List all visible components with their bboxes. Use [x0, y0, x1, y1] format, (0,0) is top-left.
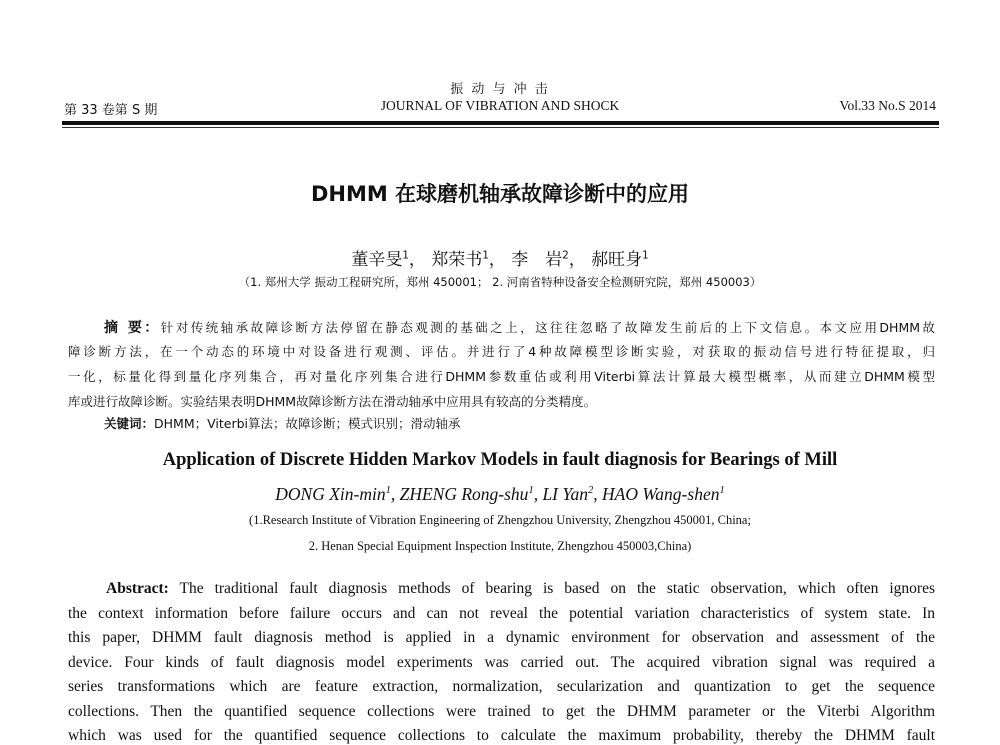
author: 董辛旻: [351, 250, 403, 270]
author-aff: 1: [642, 250, 649, 262]
affiliation-en-1: (1.Research Institute of Vibration Engineering of Zhengzhou University, Zhengzhou 450001, China;: [249, 513, 751, 527]
volume-info: Vol.33 No.S 2014: [839, 98, 936, 113]
author: DONG Xin-min: [275, 484, 386, 504]
paper-title-cn: DHMM 在球磨机轴承故障诊断中的应用: [310, 182, 690, 206]
abstract-cn-line: [104, 317, 935, 337]
author-aff: 1: [528, 485, 534, 497]
abstract-en-label: Abstract:: [106, 580, 169, 597]
author-aff: 1: [482, 250, 489, 262]
keywords-cn: [104, 414, 461, 432]
paper-title-en: Application of Discrete Hidden Markov Models in fault diagnosis for Bearings of Mill: [162, 450, 838, 470]
header-rule: [62, 121, 939, 125]
abstract-en-line: this paper, DHMM fault diagnosis method is applied in a dynamic environment for observation and assessment of the: [68, 629, 935, 646]
authors-en: DONG Xin-$\min^1$, ZHENG Rong-shu$^1$, LI Yan$^2$, HAO Wang-shen$^1$: [275, 484, 725, 504]
abstract-en-line: collections. Then the quantified sequence collections were trained to get the DHMM parameter or the Viterbi Algorithm: [68, 702, 935, 720]
abstract-en-line: device. Four kinds of fault diagnosis model experiments was carried out. The acquired vibration signal was required a: [68, 653, 935, 671]
author: ZHENG Rong-shu: [399, 484, 529, 504]
abstract-cn-label: 摘 要：: [104, 320, 161, 336]
abstract-en-text: The traditional fault diagnosis methods of bearing is based on the static observation, which often ignores: [168, 580, 935, 597]
author: 李 岩: [511, 250, 563, 270]
journal-name-cn: 振 动 与 冲 击: [450, 82, 550, 97]
author-aff: 2: [562, 250, 569, 262]
abstract-cn-line: 库或进行故障诊断。实验结果表明DHMM故障诊断方法在滑动轴承中应用具有较高的分类精度。: [68, 394, 597, 409]
author-aff: 1: [385, 485, 391, 497]
affiliation-en-2: 2. Henan Special Equipment Inspection Institute, Zhengzhou 450003,China): [308, 539, 692, 553]
author: LI Yan: [542, 484, 588, 504]
affiliation-cn: （1. 郑州大学 振动工程研究所，郑州 450001； 2. 河南省特种设备安全检测研究院，郑州 450003）: [238, 275, 762, 289]
author-aff: 2: [588, 485, 594, 497]
author-aff: 1: [402, 250, 409, 262]
authors-cn: 董辛旻$^1$， 郑荣书$^1$， 李 岩$^2$， 郝旺身$^1$: [351, 250, 649, 270]
author: 郑荣书: [431, 250, 483, 270]
abstract-en-line: the context information before failure occurs and can not reveal the potential variation characteristics of system state. In: [68, 604, 935, 622]
abstract-en-line: [106, 580, 935, 598]
issue-cn: 第 33 卷第 S 期: [64, 103, 158, 118]
header-rule-thin: [62, 127, 939, 128]
abstract-cn-text: 针对传统轴承故障诊断方法停留在静态观测的基础之上，这往往忽略了故障发生前后的上下文信息。本文应用DHMM故: [160, 320, 935, 335]
keywords-cn-text: DHMM；Viterbi算法；故障诊断；模式识别；滑动轴承: [154, 416, 461, 431]
journal-name-en: JOURNAL OF VIBRATION AND SHOCK: [380, 98, 620, 113]
abstract-en-line: series transformations which are feature extraction, normalization, secularization and quantization to get the sequence: [68, 678, 935, 695]
author: 郝旺身: [591, 250, 643, 270]
author-aff: 1: [719, 485, 725, 497]
author: HAO Wang-shen: [602, 484, 720, 504]
abstract-cn-line: 障诊断方法，在一个动态的环境中对设备进行观测、评估。并进行了4种故障模型诊断实验，对获取的振动信号进行特征提取，归: [68, 344, 935, 359]
abstract-en-line: which was used for the quantified sequence collections to calculate the maximum probability, thereby the DHMM fault: [68, 727, 935, 744]
abstract-cn-line: 一化，标量化得到量化序列集合，再对量化序列集合进行DHMM参数重估或利用Viterbi算法计算最大模型概率，从而建立DHMM模型: [68, 369, 935, 384]
keywords-cn-label: 关键词：: [104, 416, 155, 431]
